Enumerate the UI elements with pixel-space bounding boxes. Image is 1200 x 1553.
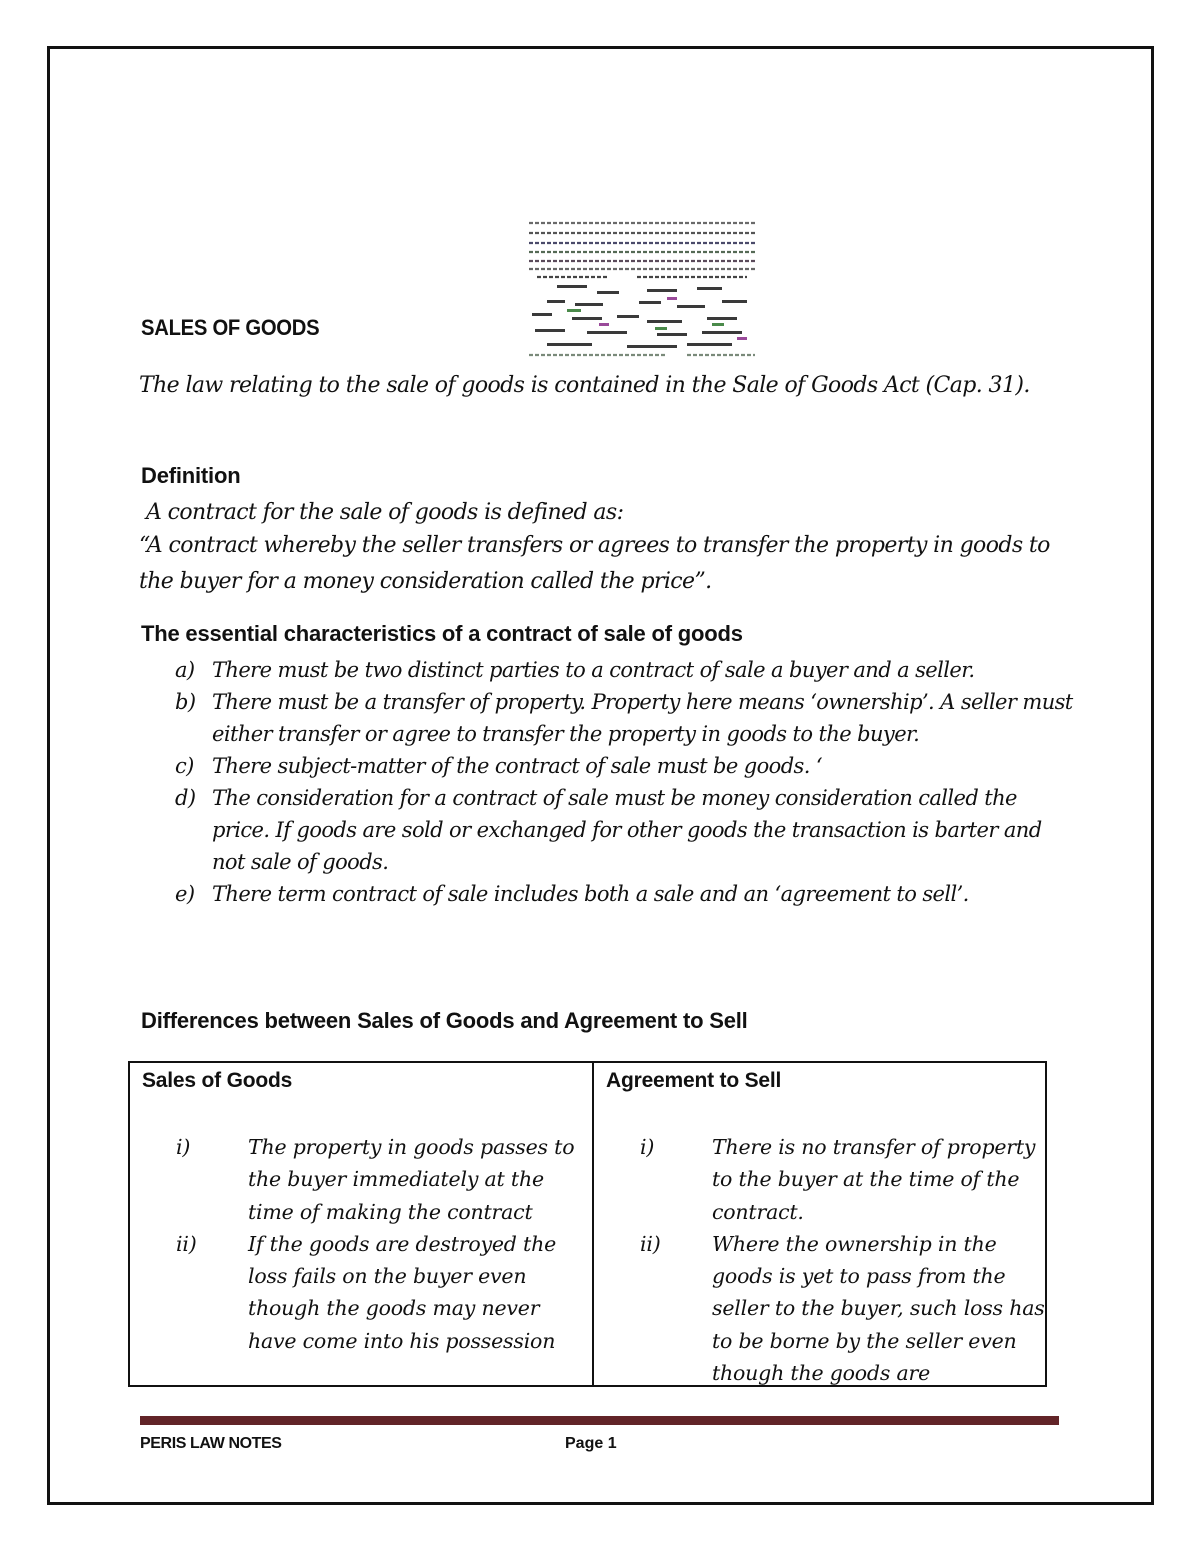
- item-marker: ii): [176, 1231, 197, 1256]
- differences-heading: Differences between Sales of Goods and Agreement to Sell: [141, 1008, 748, 1033]
- definition-lead: A contract for the sale of goods is defined as:: [146, 500, 624, 525]
- column-list: [594, 1131, 1045, 1385]
- list-item-text: There subject-matter of the contract of sale must be goods. ‘: [212, 754, 822, 778]
- characteristics-heading: The essential characteristics of a contract of sale of goods: [141, 621, 743, 646]
- item-marker: i): [176, 1135, 191, 1159]
- definition-heading: Definition: [141, 463, 241, 488]
- footer-title: PERIS LAW NOTES: [140, 1435, 282, 1452]
- list-item-text: There must be a transfer of property. Property here means ‘ownership’. A seller must either transfer or agree to transfer the property in goods to the buyer.: [212, 690, 1073, 746]
- item-marker: i): [640, 1135, 655, 1159]
- list-marker: d): [175, 786, 196, 810]
- table-item: [594, 1131, 1045, 1228]
- item-text: The property in goods passes to the buyer immediately at the time of making the contract: [248, 1135, 575, 1224]
- characteristics-list: [175, 654, 1075, 910]
- item-text: There is no transfer of property to the buyer at the time of the contract.: [712, 1135, 1036, 1224]
- table-item: [130, 1131, 592, 1228]
- list-item-text: There must be two distinct parties to a contract of sale a buyer and a seller.: [212, 658, 975, 682]
- list-marker: c): [175, 754, 194, 778]
- item-text: Where the ownership in the goods is yet to pass from the seller to the buyer, such loss has to be borne by the seller even though the goods are: [712, 1231, 1045, 1385]
- list-marker: b): [175, 690, 196, 714]
- definition-quote: “A contract whereby the seller transfers or agrees to transfer the property in goods to the buyer for a money consideration called the price”.: [139, 533, 1050, 594]
- table-column-agreement-to-sell: [594, 1063, 1045, 1385]
- column-header: Sales of Goods: [142, 1069, 293, 1092]
- list-item-text: There term contract of sale includes both a sale and an ‘agreement to sell’.: [212, 882, 969, 906]
- table-item: [594, 1228, 1045, 1385]
- item-text: If the goods are destroyed the loss fails on the buyer even though the goods may never have come into his possession: [248, 1231, 557, 1353]
- table-item: [130, 1228, 592, 1357]
- table-column-sales-of-goods: [130, 1063, 594, 1385]
- intro-paragraph: The law relating to the sale of goods is contained in the Sale of Goods Act (Cap. 31).: [139, 373, 1030, 398]
- list-item: [175, 878, 1075, 910]
- document-title: SALES OF GOODS: [141, 315, 320, 340]
- list-item-text: The consideration for a contract of sale must be money consideration called the price. If goods are sold or exchanged for other goods the transaction is barter and not sale of goods.: [212, 786, 1042, 874]
- column-header: Agreement to Sell: [606, 1069, 782, 1092]
- page-number: Page 1: [565, 1435, 617, 1452]
- list-item: [175, 782, 1075, 878]
- item-marker: ii): [640, 1231, 661, 1256]
- scales-of-justice-logo-icon: [527, 205, 757, 365]
- list-item: [175, 654, 1075, 686]
- list-marker: e): [175, 882, 195, 906]
- list-item: [175, 750, 1075, 782]
- differences-table: [128, 1061, 1047, 1387]
- footer-rule: [140, 1416, 1059, 1425]
- list-marker: a): [175, 658, 195, 682]
- list-item: [175, 686, 1075, 750]
- column-list: [130, 1131, 592, 1357]
